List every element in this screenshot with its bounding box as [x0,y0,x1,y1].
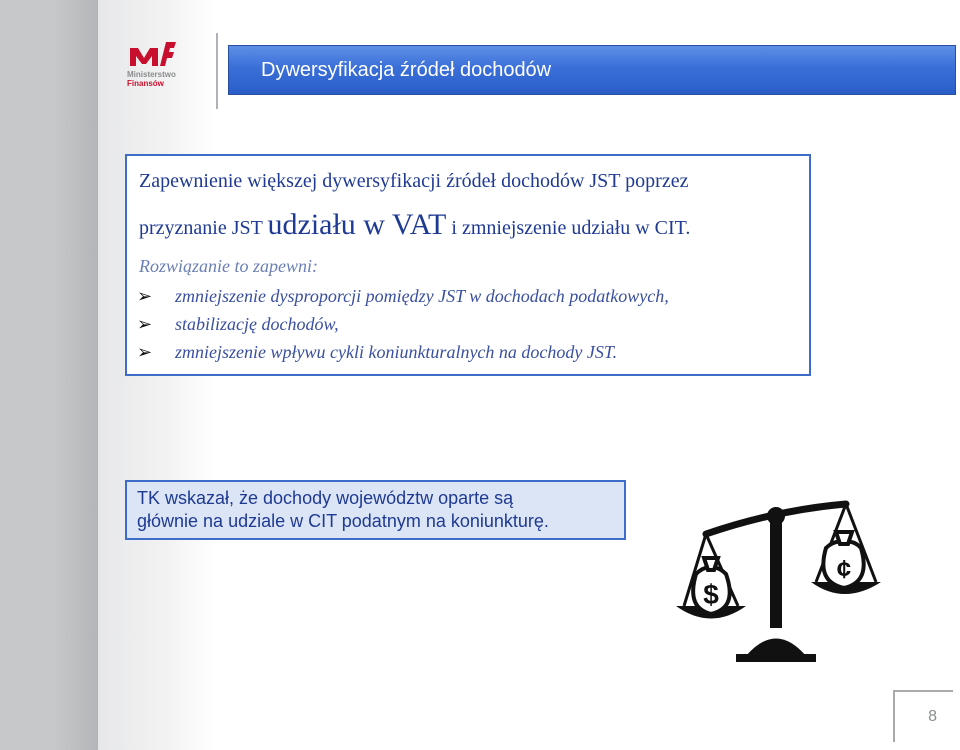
arrow-bullet-icon: ➢ [137,314,153,334]
left-decorative-band [0,0,98,750]
bullet-item [137,314,339,335]
bullet-text: zmniejszenie dysproporcji pomiędzy JST w dochodach podatkowych, [175,286,669,306]
ministry-logo-text [127,70,176,88]
line2-part2: i zmniejszenie udziału w CIT. [451,217,691,239]
page-number-box [893,690,953,742]
main-content-box [125,154,811,376]
logo-name-line1: Ministerstwo [127,70,176,79]
slide-title-bar [228,45,956,95]
balance-scale-icon [666,496,886,671]
arrow-bullet-icon: ➢ [137,342,153,362]
slide-title: Dywersyfikacja źródeł dochodów [261,59,552,81]
main-text-line1: Zapewnienie większej dywersyfikacji źródeł dochodów JST poprzez [139,170,689,192]
note-line1: TK wskazał, że dochody województw oparte są [137,488,514,508]
line2-part1: przyznanie JST [139,217,263,239]
solution-intro: Rozwiązanie to zapewni: [139,256,318,276]
bullet-item [137,342,617,363]
line2-emphasis: udziału w VAT [267,208,447,241]
bullet-text: zmniejszenie wpływu cykli koniunkturalnych na dochody JST. [175,342,618,362]
page-number: 8 [928,708,937,725]
note-line2: głównie na udziale w CIT podatnym na koniunkturę. [137,511,549,531]
arrow-bullet-icon: ➢ [137,286,153,306]
main-text-line2 [139,208,690,242]
note-box [125,480,626,540]
bullet-item [137,286,669,307]
logo-name-line2: Finansów [127,79,164,88]
dollar-symbol: $ [703,579,719,610]
bullet-text: stabilizację dochodów, [175,314,339,334]
cent-symbol: ¢ [836,554,852,584]
header-divider [216,33,218,109]
